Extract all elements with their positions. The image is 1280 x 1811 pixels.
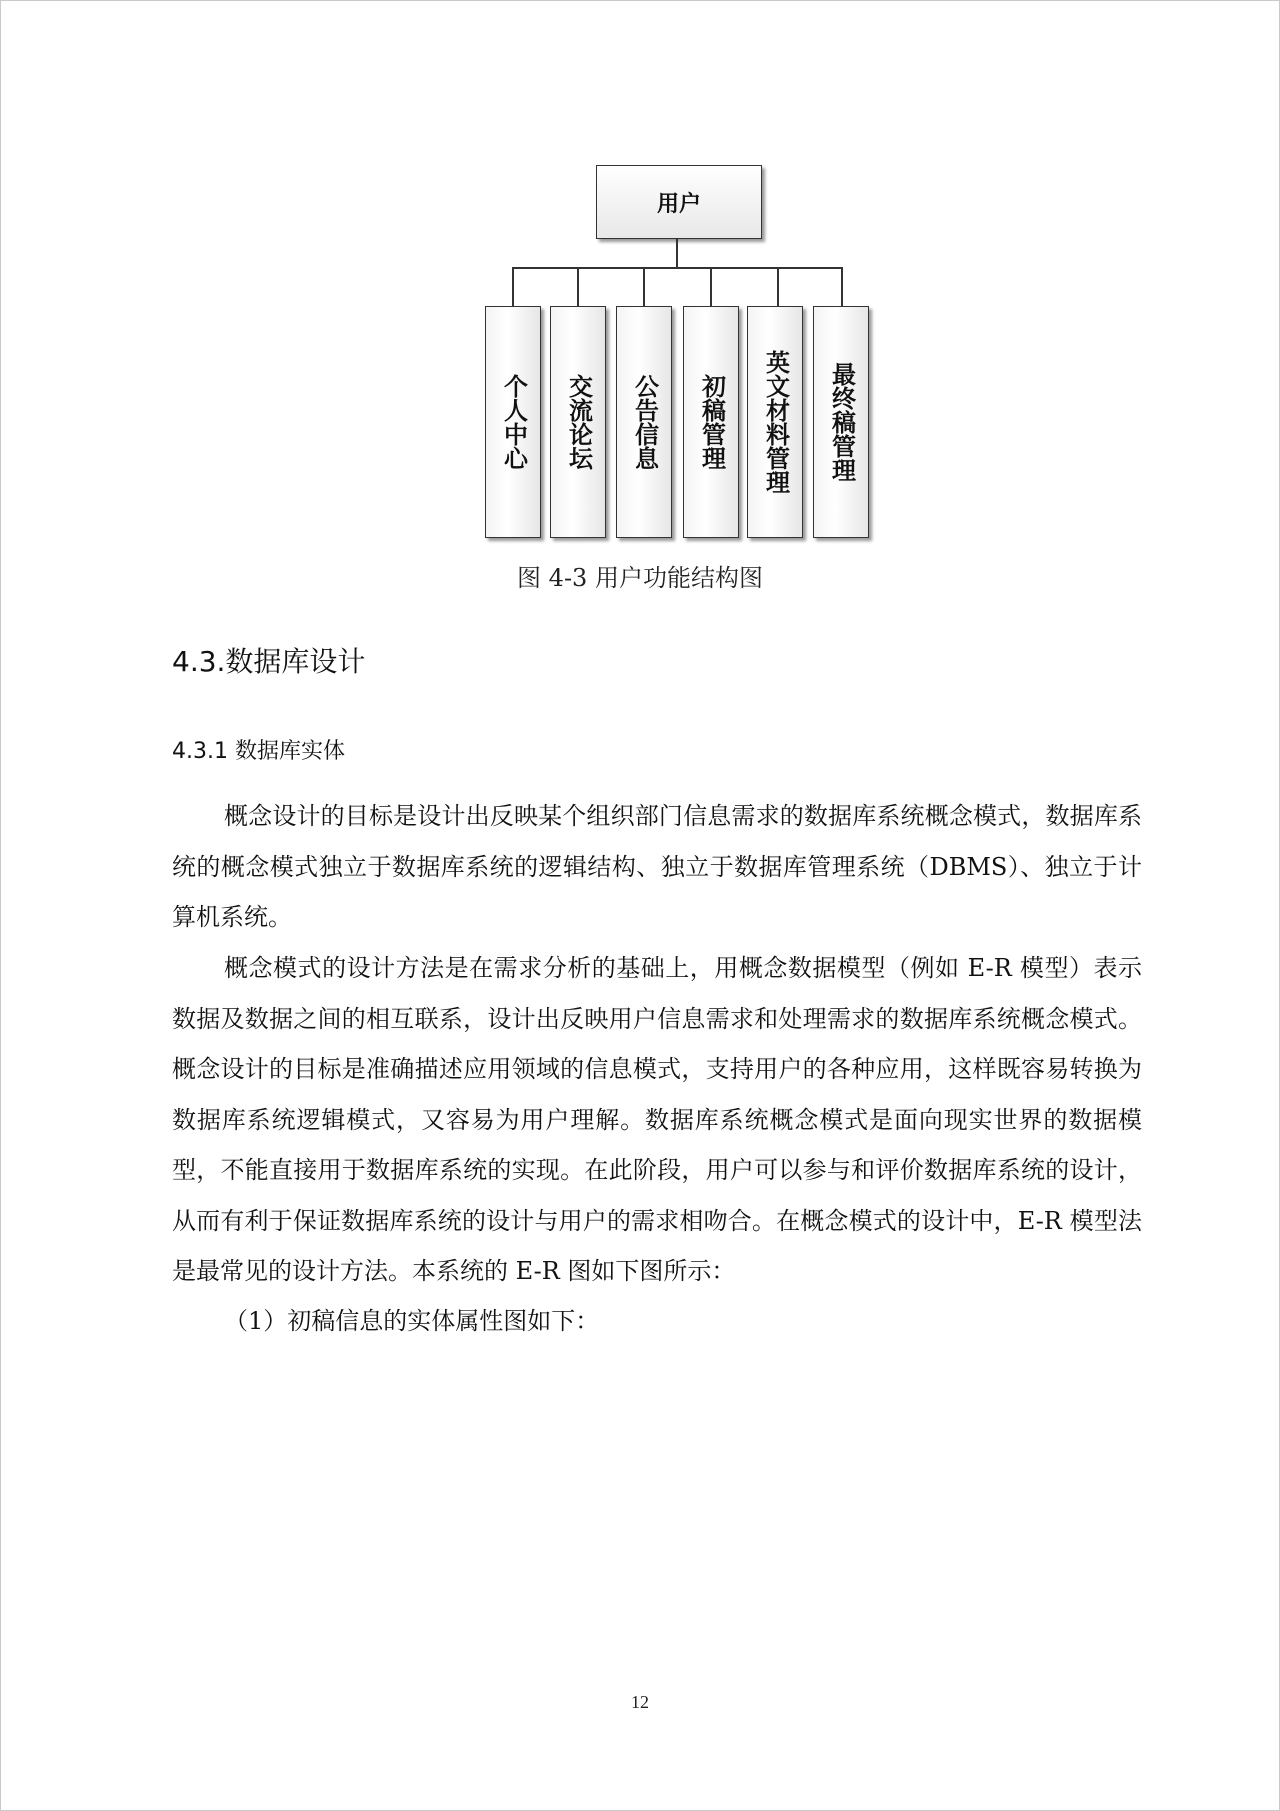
child-connector-5 (777, 267, 779, 306)
subsection-heading: 4.3.1 数据库实体 (172, 739, 345, 764)
diagram-child-node: 最终稿管理 (813, 306, 869, 538)
paragraph: （1）初稿信息的实体属性图如下： (224, 1307, 600, 1335)
section-heading: 4.3.数据库设计 (172, 645, 366, 678)
child-connector-1 (512, 267, 514, 306)
diagram-child-node: 交流论坛 (550, 306, 606, 538)
figure-caption: 图 4-3 用户功能结构图 (517, 564, 763, 592)
diagram-child-node: 英文材料管理 (747, 306, 803, 538)
child-connector-2 (577, 267, 579, 306)
paragraph: 概念模式的设计方法是在需求分析的基础上，用概念数据模型（例如 E-R 模型）表示数据及数据之间的相互联系，设计出反映用户信息需求和处理需求的数据库系统概念模式。概念设计的目标是准确描述应用领域的信息模式，支持用户的各种应用，这样既容易转换为数据库系统逻辑模式，又容易为用户理解。数据库系统概念模式是面向现实世界的数据模型，不能直接用于数据库系统的实现。在此阶段，用户可以参与和评价数据库系统的设计，从而有利于保证数据库系统的设计与用户的需求相吻合。在概念模式的设计中，E-R 模型法是最常见的设计方法。本系统的 E-R 图如下图所示： (172, 954, 1142, 1285)
child-connector-4 (710, 267, 712, 306)
horizontal-connector (512, 267, 842, 269)
child-connector-6 (841, 267, 843, 306)
page-number: 12 (631, 1692, 649, 1712)
child-connector-3 (643, 267, 645, 306)
diagram-child-node: 公告信息 (616, 306, 672, 538)
root-vertical-connector (676, 238, 678, 268)
user-function-structure-diagram (470, 160, 890, 545)
diagram-child-node: 个人中心 (485, 306, 541, 538)
diagram-child-node: 初稿管理 (683, 306, 739, 538)
diagram-root-node: 用户 (596, 165, 762, 239)
paragraph: 概念设计的目标是设计出反映某个组织部门信息需求的数据库系统概念模式，数据库系统的概念模式独立于数据库系统的逻辑结构、独立于数据库管理系统（DBMS）、独立于计算机系统。 (172, 802, 1142, 931)
